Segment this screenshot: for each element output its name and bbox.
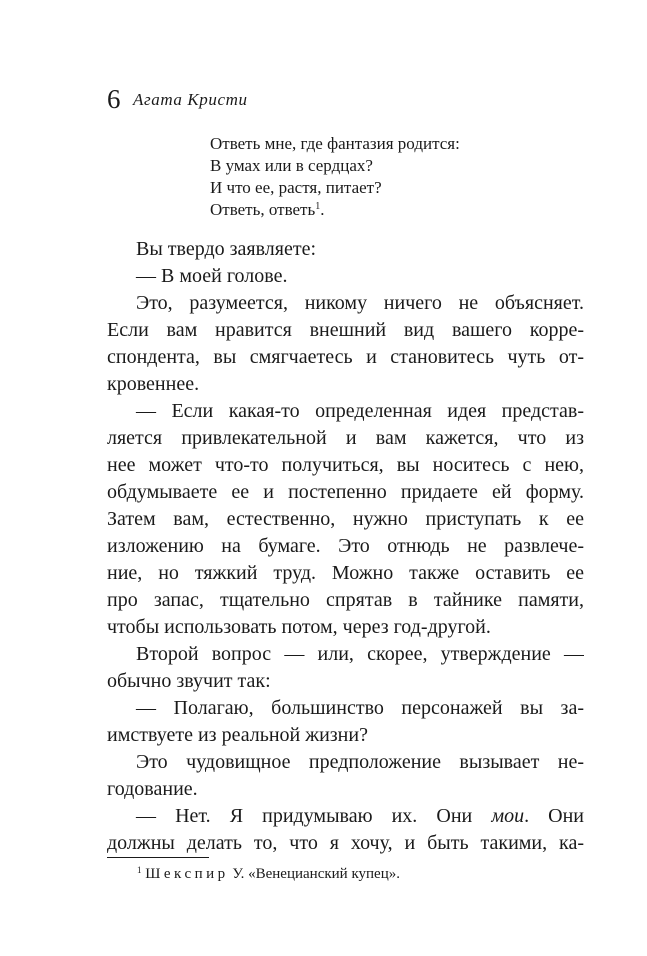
text-line: про запас, тщательно спрятав в тайнике памяти,	[107, 589, 584, 611]
footnote-title: «Венецианский купец».	[248, 866, 400, 882]
text-line: Вы твердо заявляете:	[136, 238, 317, 260]
epigraph-line: Ответь мне, где фантазия родится:	[210, 134, 460, 153]
text-line: — В моей голове.	[136, 265, 288, 287]
footnote-mark: 1	[137, 865, 142, 875]
text-line: — Если какая-то определенная идея представ-	[136, 400, 584, 422]
text-line	[107, 803, 584, 830]
footnote-reference: 1	[315, 201, 321, 212]
page-number: 6	[107, 84, 121, 114]
footnote-rule	[107, 857, 209, 858]
epigraph	[210, 133, 460, 221]
text-line: обычно звучит так:	[107, 670, 271, 692]
text-line: Это чудовищное предположение вызывает не-	[136, 751, 584, 773]
body-text	[107, 236, 584, 857]
running-head: Агата Кристи	[133, 90, 248, 109]
text-line: Затем вам, естественно, нужно приступать к ее	[107, 508, 584, 530]
italic-word: мои	[491, 805, 525, 827]
text-line: Это, разумеется, никому ничего не объясняет.	[136, 292, 584, 314]
text-run: — Нет. Я придумываю их. Они	[136, 805, 492, 827]
epigraph-line-text: Ответь, ответь	[210, 200, 316, 219]
footnote-initial: У.	[228, 866, 249, 882]
epigraph-line: И что ее, растя, питает?	[210, 178, 382, 197]
text-line: кровеннее.	[107, 373, 200, 395]
epigraph-line: В умах или в сердцах?	[210, 156, 373, 175]
text-line: обдумываете ее и постепенно придаете ей форму.	[107, 481, 584, 503]
text-line: Второй вопрос — или, скорее, утверждение —	[136, 643, 584, 665]
text-line: — Полагаю, большинство персонажей вы за-	[136, 697, 584, 719]
footnote-author: Шекспир	[145, 866, 229, 882]
text-line: ние, но тяжкий труд. Можно также оставить ее	[107, 562, 584, 584]
text-line: должны делать то, что я хочу, и быть такими, ка-	[107, 832, 584, 854]
footnote	[137, 865, 400, 883]
text-run: . Они	[524, 805, 584, 827]
text-line: чтобы использовать потом, через год-другой.	[107, 616, 491, 638]
text-line: изложению на бумаге. Это отнюдь не развлече-	[107, 535, 584, 557]
text-line: спондента, вы смягчаетесь и становитесь чуть от-	[107, 346, 584, 368]
epigraph-punctuation: .	[320, 200, 325, 219]
text-line: нее может что-то получиться, вы носитесь с нею,	[107, 454, 584, 476]
text-line: имствуете из реальной жизни?	[107, 724, 368, 746]
text-line: ляется привлекательной и вам кажется, что из	[107, 427, 584, 449]
text-line: годование.	[107, 778, 198, 800]
epigraph-last-line	[210, 199, 460, 221]
text-line: Если вам нравится внешний вид вашего корре-	[107, 319, 584, 341]
